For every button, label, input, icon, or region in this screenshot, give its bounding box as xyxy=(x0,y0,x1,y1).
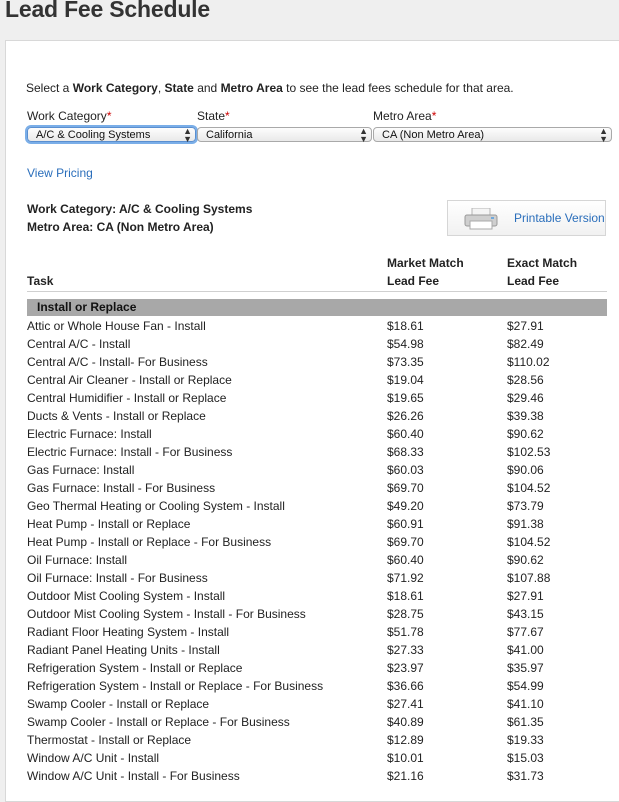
market-fee-cell: $36.66 xyxy=(387,679,424,693)
intro-text: Select a Work Category, State and Metro Area to see the lead fees schedule for that area. xyxy=(26,81,514,95)
task-cell: Refrigeration System - Install or Replace xyxy=(27,661,243,675)
market-fee-cell: $18.61 xyxy=(387,589,424,603)
table-row xyxy=(27,371,607,389)
market-fee-cell: $19.65 xyxy=(387,391,424,405)
exact-fee-cell: $15.03 xyxy=(507,751,544,765)
table-row xyxy=(27,767,607,785)
task-cell: Swamp Cooler - Install or Replace xyxy=(27,697,210,711)
task-cell: Attic or Whole House Fan - Install xyxy=(27,319,206,333)
task-cell: Gas Furnace: Install - For Business xyxy=(27,481,216,495)
summary-work-category: Work Category: A/C & Cooling Systems xyxy=(27,202,253,216)
market-fee-cell: $23.97 xyxy=(387,661,424,675)
market-fee-cell: $69.70 xyxy=(387,535,424,549)
task-cell: Central A/C - Install- For Business xyxy=(27,355,208,369)
table-row xyxy=(27,551,607,569)
market-fee-cell: $12.89 xyxy=(387,733,424,747)
exact-fee-cell: $41.10 xyxy=(507,697,544,711)
task-cell: Radiant Panel Heating Units - Install xyxy=(27,643,220,657)
table-row xyxy=(27,659,607,677)
view-pricing-link[interactable]: View Pricing xyxy=(27,166,93,180)
state-label: State* xyxy=(197,109,230,123)
task-cell: Electric Furnace: Install - For Business xyxy=(27,445,233,459)
exact-fee-cell: $27.91 xyxy=(507,589,544,603)
table-row xyxy=(27,533,607,551)
market-fee-cell: $60.40 xyxy=(387,427,424,441)
printable-version-label: Printable Version xyxy=(514,211,605,225)
market-fee-cell: $26.26 xyxy=(387,409,424,423)
exact-fee-cell: $77.67 xyxy=(507,625,544,639)
market-fee-cell: $71.92 xyxy=(387,571,424,585)
task-cell: Ducts & Vents - Install or Replace xyxy=(27,409,206,423)
table-row xyxy=(27,677,607,695)
table-row xyxy=(27,569,607,587)
exact-fee-cell: $35.97 xyxy=(507,661,544,675)
page-title: Lead Fee Schedule xyxy=(5,0,210,22)
column-header-exact-match: Exact Match Lead Fee xyxy=(507,256,578,288)
table-row xyxy=(27,335,607,353)
task-cell: Outdoor Mist Cooling System - Install xyxy=(27,589,226,603)
exact-fee-cell: $104.52 xyxy=(507,535,551,549)
task-cell: Refrigeration System - Install or Replace - For Business xyxy=(27,679,324,693)
market-fee-cell: $69.70 xyxy=(387,481,424,495)
table-row xyxy=(27,623,607,641)
work-category-select[interactable] xyxy=(27,127,196,142)
metro-area-label: Metro Area* xyxy=(373,109,437,123)
market-fee-cell: $68.33 xyxy=(387,445,424,459)
table-row xyxy=(27,353,607,371)
task-cell: Window A/C Unit - Install xyxy=(27,751,160,765)
exact-fee-cell: $41.00 xyxy=(507,643,544,657)
exact-fee-cell: $90.06 xyxy=(507,463,544,477)
market-fee-cell: $28.75 xyxy=(387,607,424,621)
table-row xyxy=(27,605,607,623)
table-row xyxy=(27,497,607,515)
task-cell: Swamp Cooler - Install or Replace - For Business xyxy=(27,715,290,729)
market-fee-cell: $27.41 xyxy=(387,697,424,711)
table-row xyxy=(27,317,607,335)
task-cell: Gas Furnace: Install xyxy=(27,463,135,477)
market-fee-cell: $60.03 xyxy=(387,463,424,477)
exact-fee-cell: $29.46 xyxy=(507,391,544,405)
market-fee-cell: $51.78 xyxy=(387,625,424,639)
exact-fee-cell: $61.35 xyxy=(507,715,544,729)
select-arrows-icon: ▲ ▼ xyxy=(359,126,368,144)
market-fee-cell: $21.16 xyxy=(387,769,424,783)
exact-fee-cell: $107.88 xyxy=(507,571,551,585)
exact-fee-cell: $102.53 xyxy=(507,445,551,459)
market-fee-cell: $18.61 xyxy=(387,319,424,333)
market-fee-cell: $60.40 xyxy=(387,553,424,567)
exact-fee-cell: $27.91 xyxy=(507,319,544,333)
table-row xyxy=(27,515,607,533)
table-row xyxy=(27,479,607,497)
table-row xyxy=(27,407,607,425)
fee-schedule-panel xyxy=(5,40,619,802)
work-category-label: Work Category* xyxy=(27,109,112,123)
exact-fee-cell: $110.02 xyxy=(507,355,550,369)
exact-fee-cell: $54.99 xyxy=(507,679,544,693)
table-row xyxy=(27,389,607,407)
table-row xyxy=(27,695,607,713)
section-header-install-or-replace: Install or Replace xyxy=(27,299,607,316)
exact-fee-cell: $90.62 xyxy=(507,427,544,441)
exact-fee-cell: $91.38 xyxy=(507,517,544,531)
task-cell: Heat Pump - Install or Replace - For Business xyxy=(27,535,272,549)
table-row xyxy=(27,443,607,461)
exact-fee-cell: $19.33 xyxy=(507,733,544,747)
market-fee-cell: $10.01 xyxy=(387,751,424,765)
column-header-market-match: Market Match Lead Fee xyxy=(387,256,464,288)
column-header-task: Task xyxy=(27,274,54,288)
table-row xyxy=(27,641,607,659)
task-cell: Electric Furnace: Install xyxy=(27,427,152,441)
exact-fee-cell: $82.49 xyxy=(507,337,544,351)
work-category-value: A/C & Cooling Systems xyxy=(36,129,151,141)
metro-area-select[interactable] xyxy=(373,127,612,142)
task-cell: Thermostat - Install or Replace xyxy=(27,733,192,747)
task-cell: Heat Pump - Install or Replace xyxy=(27,517,191,531)
table-row xyxy=(27,731,607,749)
task-cell: Oil Furnace: Install xyxy=(27,553,128,567)
market-fee-cell: $40.89 xyxy=(387,715,424,729)
header-divider xyxy=(27,291,607,292)
task-cell: Oil Furnace: Install - For Business xyxy=(27,571,208,585)
market-fee-cell: $27.33 xyxy=(387,643,424,657)
exact-fee-cell: $90.62 xyxy=(507,553,544,567)
exact-fee-cell: $73.79 xyxy=(507,499,544,513)
market-fee-cell: $73.35 xyxy=(387,355,424,369)
table-row xyxy=(27,713,607,731)
table-row xyxy=(27,587,607,605)
task-cell: Central Air Cleaner - Install or Replace xyxy=(27,373,232,387)
select-arrows-icon: ▲ ▼ xyxy=(183,126,192,144)
task-cell: Central A/C - Install xyxy=(27,337,131,351)
task-cell: Central Humidifier - Install or Replace xyxy=(27,391,227,405)
exact-fee-cell: $43.15 xyxy=(507,607,544,621)
market-fee-cell: $54.98 xyxy=(387,337,424,351)
exact-fee-cell: $28.56 xyxy=(507,373,544,387)
task-cell: Window A/C Unit - Install - For Business xyxy=(27,769,240,783)
metro-area-value: CA (Non Metro Area) xyxy=(382,129,485,141)
task-cell: Outdoor Mist Cooling System - Install - For Business xyxy=(27,607,306,621)
market-fee-cell: $49.20 xyxy=(387,499,424,513)
table-row xyxy=(27,461,607,479)
table-row xyxy=(27,749,607,767)
table-row xyxy=(27,425,607,443)
summary-metro-area: Metro Area: CA (Non Metro Area) xyxy=(27,220,214,234)
select-arrows-icon: ▲ ▼ xyxy=(599,126,608,144)
task-cell: Geo Thermal Heating or Cooling System - Install xyxy=(27,499,285,513)
exact-fee-cell: $31.73 xyxy=(507,769,544,783)
task-cell: Radiant Floor Heating System - Install xyxy=(27,625,230,639)
market-fee-cell: $19.04 xyxy=(387,373,424,387)
state-value: California xyxy=(206,129,253,141)
market-fee-cell: $60.91 xyxy=(387,517,424,531)
printable-version-button[interactable] xyxy=(447,200,606,236)
printer-icon xyxy=(464,208,498,230)
fee-table-body xyxy=(27,317,607,785)
exact-fee-cell: $39.38 xyxy=(507,409,544,423)
state-select[interactable] xyxy=(197,127,372,142)
exact-fee-cell: $104.52 xyxy=(507,481,551,495)
